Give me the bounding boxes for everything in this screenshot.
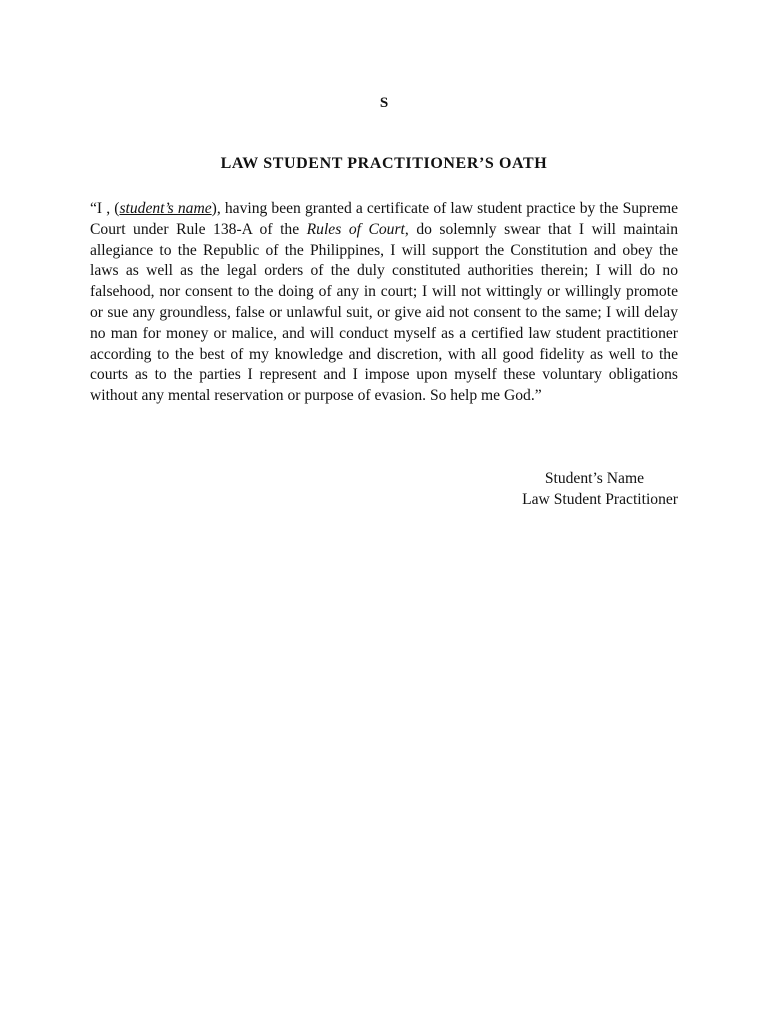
signature-block xyxy=(400,468,678,510)
signature-name: Student’s Name xyxy=(544,470,644,487)
student-name-placeholder: student’s name xyxy=(119,200,212,217)
oath-open: “I , ( xyxy=(90,200,120,217)
oath-paragraph xyxy=(90,199,678,407)
section-letter: S xyxy=(379,95,389,111)
document-title: LAW STUDENT PRACTITIONER’S OATH xyxy=(220,155,548,172)
rules-of-court-title: Rules of Court xyxy=(306,220,405,238)
oath-text-part1: ), having been granted a certificate of law student practice by the Supreme Court under Rule 138-A of the xyxy=(90,200,678,238)
oath-text-part2: , do solemnly swear that I will maintain allegiance to the Republic of the Philippines, I will support the Constitution and obey the laws as well as the legal orders of the duly constituted authorities therein; I will do no falsehood, nor consent to the doing of any in court; I will not wittingly or willingly promote or sue any groundless, false or unlawful suit, or give aid not consent to the same; I will delay no man for money or malice, and will conduct myself as a certified law student practitioner according to the best of my knowledge and discretion, with all good fidelity as well to the courts as to the parties I represent and I impose upon myself these voluntary obligations without any mental reservation or purpose of evasion. So help me God.” xyxy=(90,220,678,405)
signature-role: Law Student Practitioner xyxy=(522,491,678,508)
